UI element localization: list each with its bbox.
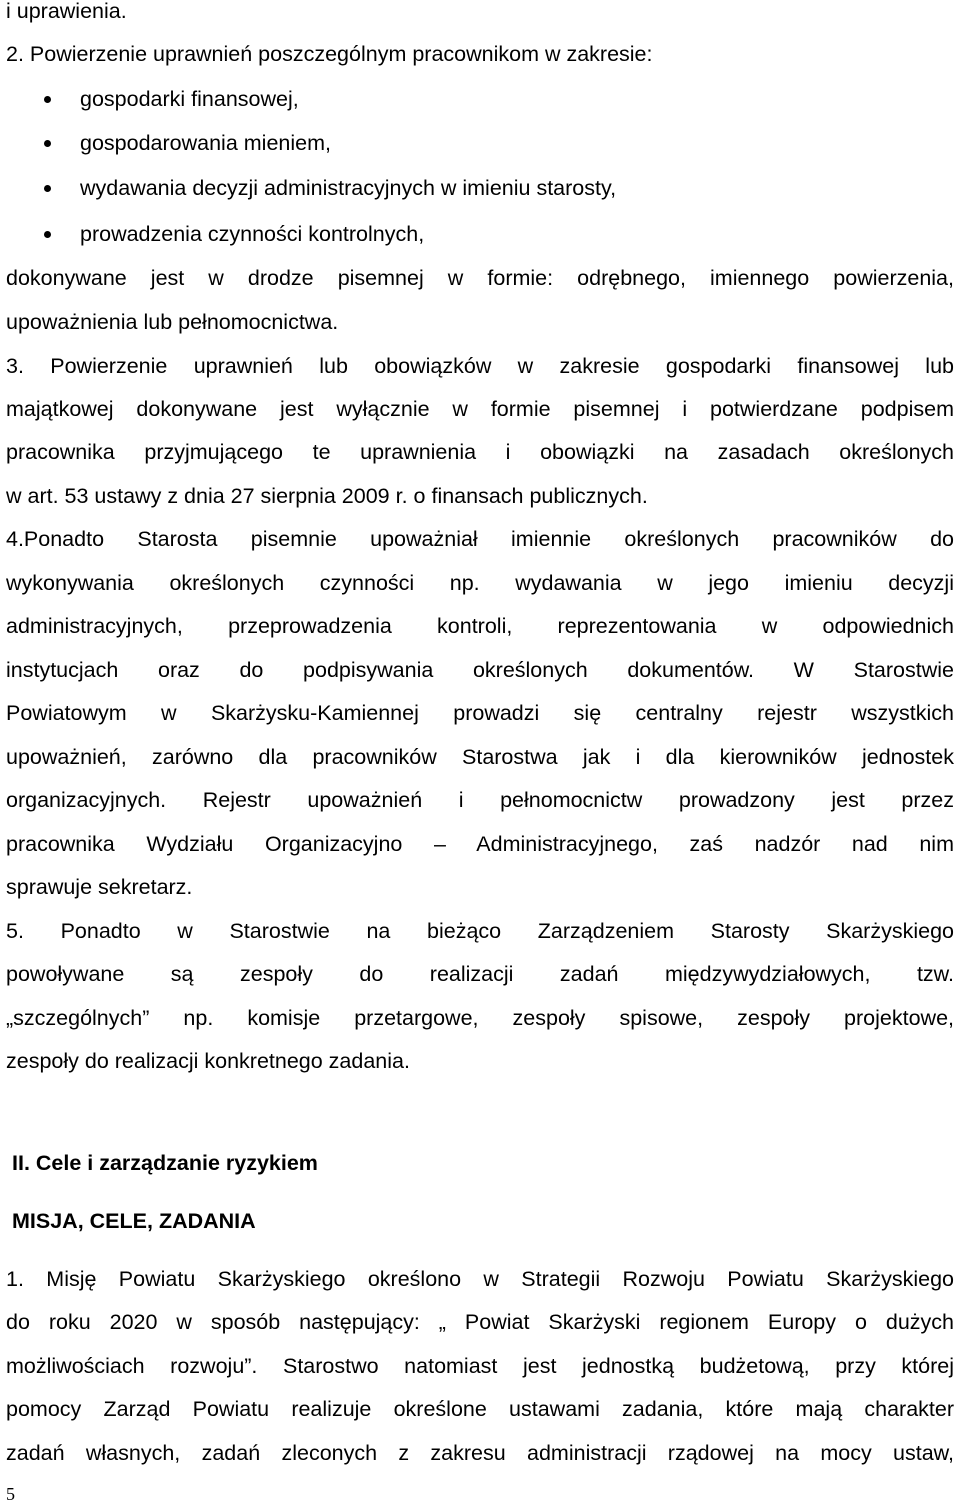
text-line: wykonywania określonych czynności np. wydawania w jego imieniu decyzji <box>6 571 954 595</box>
list-item-text: wydawania decyzji administracyjnych w imieniu starosty, <box>80 176 617 200</box>
bullet-icon <box>44 140 51 147</box>
list-item-text: prowadzenia czynności kontrolnych, <box>80 222 425 246</box>
list-item-text: gospodarowania mieniem, <box>80 131 331 155</box>
bullet-icon <box>44 231 51 238</box>
text-line: możliwościach rozwoju”. Starostwo natomiast jest jednostką budżetową, przy której <box>6 1354 954 1378</box>
bullet-icon <box>44 96 51 103</box>
text-line: 1. Misję Powiatu Skarżyskiego określono w Strategii Rozwoju Powiatu Skarżyskiego <box>6 1267 954 1291</box>
text-line: „szczególnych” np. komisje przetargowe, zespoły spisowe, zespoły projektowe, <box>6 1006 954 1030</box>
list-item-text: gospodarki finansowej, <box>80 87 299 111</box>
text-line: pracownika przyjmującego te uprawnienia i obowiązki na zasadach określonych <box>6 440 954 464</box>
text-line: 5. Ponadto w Starostwie na bieżąco Zarządzeniem Starosty Skarżyskiego <box>6 919 954 943</box>
text-line: organizacyjnych. Rejestr upoważnień i pełnomocnictw prowadzony jest przez <box>6 788 954 812</box>
page-number: 5 <box>6 1484 15 1504</box>
text-line: 2. Powierzenie uprawnień poszczególnym pracownikom w zakresie: <box>6 42 653 66</box>
text-line: pracownika Wydziału Organizacyjno – Administracyjnego, zaś nadzór nad nim <box>6 832 954 856</box>
text-line: i uprawienia. <box>6 0 127 23</box>
text-line: zadań własnych, zadań zleconych z zakresu administracji rządowej na mocy ustaw, <box>6 1441 954 1465</box>
text-line: Powiatowym w Skarżysku-Kamiennej prowadzi się centralny rejestr wszystkich <box>6 701 954 725</box>
bullet-icon <box>44 185 51 192</box>
text-line: dokonywane jest w drodze pisemnej w formie: odrębnego, imiennego powierzenia, <box>6 266 954 290</box>
text-line: majątkowej dokonywane jest wyłącznie w formie pisemnej i potwierdzane podpisem <box>6 397 954 421</box>
text-line: upoważnień, zarówno dla pracowników Starostwa jak i dla kierowników jednostek <box>6 745 954 769</box>
text-line: powoływane są zespoły do realizacji zadań międzywydziałowych, tzw. <box>6 962 954 986</box>
text-line: administracyjnych, przeprowadzenia kontroli, reprezentowania w odpowiednich <box>6 614 954 638</box>
text-line: w art. 53 ustawy z dnia 27 sierpnia 2009 r. o finansach publicznych. <box>6 484 648 508</box>
text-line: instytucjach oraz do podpisywania określonych dokumentów. W Starostwie <box>6 658 954 682</box>
text-line: 4.Ponadto Starosta pisemnie upoważniał imiennie określonych pracowników do <box>6 527 954 551</box>
subsection-heading: MISJA, CELE, ZADANIA <box>12 1209 256 1233</box>
text-line: sprawuje sekretarz. <box>6 875 193 899</box>
text-line: 3. Powierzenie uprawnień lub obowiązków w zakresie gospodarki finansowej lub <box>6 354 954 378</box>
text-line: upoważnienia lub pełnomocnictwa. <box>6 310 339 334</box>
text-line: do roku 2020 w sposób następujący: „ Powiat Skarżyski regionem Europy o dużych <box>6 1310 954 1334</box>
text-line: zespoły do realizacji konkretnego zadania. <box>6 1049 410 1073</box>
section-heading: II. Cele i zarządzanie ryzykiem <box>12 1151 318 1175</box>
text-line: pomocy Zarząd Powiatu realizuje określone ustawami zadania, które mają charakter <box>6 1397 954 1421</box>
